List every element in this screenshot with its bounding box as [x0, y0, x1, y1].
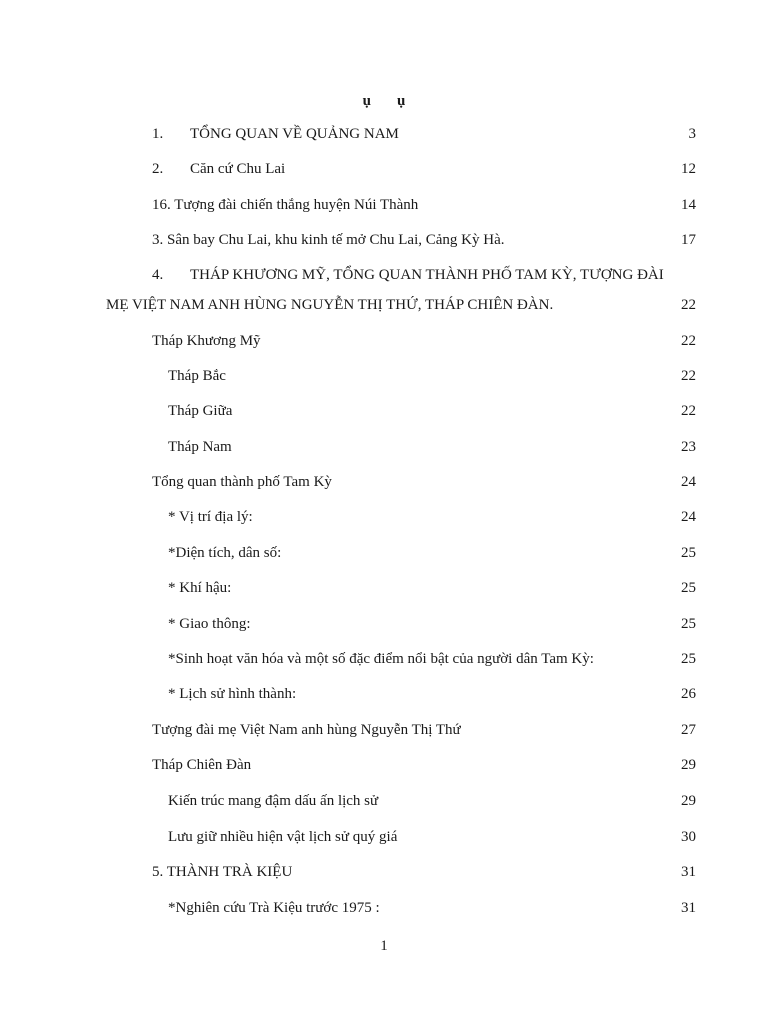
toc-entry-title: *Sinh hoạt văn hóa và một số đặc điểm nổi bật của người dân Tam Kỳ:: [168, 651, 594, 667]
toc-entry-page: 25: [681, 651, 696, 667]
toc-entry-title: 5. THÀNH TRÀ KIỆU: [152, 864, 293, 880]
toc-entry-title: Tổng quan thành phố Tam Kỳ: [152, 474, 332, 490]
toc-entry-page: 23: [681, 439, 696, 455]
toc-entry-page: 27: [681, 722, 696, 738]
toc-entry-page: 22: [681, 297, 696, 313]
toc-entry-title: 3. Sân bay Chu Lai, khu kinh tế mở Chu Lai, Cảng Kỳ Hà.: [152, 232, 505, 248]
toc-entry-title: Tháp Nam: [168, 439, 232, 455]
toc-entry-title: *Nghiên cứu Trà Kiệu trước 1975 :: [168, 900, 380, 916]
toc-entry-page: 17: [681, 232, 696, 248]
toc-entry-page: 31: [681, 864, 696, 880]
toc-entry-title: MẸ VIỆT NAM ANH HÙNG NGUYỄN THỊ THỨ, THÁP CHIÊN ĐÀN.: [106, 297, 554, 313]
toc-entry-page: 22: [681, 368, 696, 384]
toc-entry-number: 4.: [152, 267, 164, 283]
toc-subentry[interactable]: [0, 542, 768, 564]
toc-entry-continuation[interactable]: [0, 294, 768, 316]
toc-entry[interactable]: [0, 123, 768, 145]
page-number: 1: [380, 938, 388, 954]
toc-entry[interactable]: [0, 158, 768, 180]
toc-entry[interactable]: [0, 194, 768, 216]
toc-entry-title: * Vị trí địa lý:: [168, 509, 253, 525]
toc-entry[interactable]: [0, 719, 768, 741]
toc-heading: [0, 93, 768, 110]
toc-entry-title: Căn cứ Chu Lai: [190, 161, 286, 177]
toc-entry-title: Tượng đài mẹ Việt Nam anh hùng Nguyễn Thị Thứ: [152, 722, 461, 738]
toc-entry-page: 30: [681, 829, 696, 845]
toc-entry-title: Tháp Chiên Đàn: [152, 757, 252, 773]
toc-subentry[interactable]: [0, 506, 768, 528]
toc-entry-page: 24: [681, 474, 696, 490]
toc-entry-page: 22: [681, 333, 696, 349]
toc-entry[interactable]: [0, 754, 768, 776]
toc-entry-title: Tháp Giữa: [168, 403, 233, 419]
toc-entry-page: 12: [681, 161, 696, 177]
toc-heading-part: ụ: [362, 93, 371, 109]
toc-entry-page: 24: [681, 509, 696, 525]
toc-subentry[interactable]: [0, 648, 768, 670]
toc-entry-title: THÁP KHƯƠNG MỸ, TỔNG QUAN THÀNH PHỐ TAM KỲ, TƯỢNG ĐÀI: [190, 267, 664, 283]
toc-entry-page: 31: [681, 900, 696, 916]
toc-entry-title: Kiến trúc mang đậm dấu ấn lịch sử: [168, 793, 379, 809]
toc-entry[interactable]: [0, 861, 768, 883]
toc-entry-number: 2.: [152, 161, 164, 177]
toc-entry-page: 29: [681, 793, 696, 809]
toc-subentry[interactable]: [0, 826, 768, 848]
toc-subentry[interactable]: [0, 683, 768, 705]
toc-entry-title: * Lịch sử hình thành:: [168, 686, 297, 702]
toc-entry[interactable]: [0, 471, 768, 493]
toc-entry-page: 14: [681, 197, 696, 213]
toc-subentry[interactable]: [0, 577, 768, 599]
toc-subentry[interactable]: [0, 897, 768, 919]
toc-subentry[interactable]: [0, 365, 768, 387]
toc-entry-title: Lưu giữ nhiều hiện vật lịch sử quý giá: [168, 829, 398, 845]
toc-entry-page: 22: [681, 403, 696, 419]
toc-heading-part: ụ: [397, 93, 406, 109]
toc-entry[interactable]: [0, 330, 768, 352]
toc-entry-title: * Khí hậu:: [168, 580, 232, 596]
toc-entry-number: 1.: [152, 126, 164, 142]
toc-entry[interactable]: [0, 264, 768, 286]
toc-entry-title: Tháp Bắc: [168, 368, 226, 384]
toc-entry-page: 26: [681, 686, 696, 702]
toc-subentry[interactable]: [0, 613, 768, 635]
toc-subentry[interactable]: [0, 436, 768, 458]
toc-entry-page: 25: [681, 545, 696, 561]
toc-entry-page: 3: [688, 126, 696, 142]
toc-entry-title: *Diện tích, dân số:: [168, 545, 282, 561]
toc-entry-title: 16. Tượng đài chiến thắng huyện Núi Thành: [152, 197, 419, 213]
toc-entry-page: 25: [681, 580, 696, 596]
toc-entry-title: Tháp Khương Mỹ: [152, 333, 261, 349]
toc-entry-page: 25: [681, 616, 696, 632]
toc-entry-title: * Giao thông:: [168, 616, 251, 632]
toc-entry[interactable]: [0, 229, 768, 251]
toc-subentry[interactable]: [0, 790, 768, 812]
toc-entry-page: 29: [681, 757, 696, 773]
toc-subentry[interactable]: [0, 400, 768, 422]
toc-entry-title: TỔNG QUAN VỀ QUẢNG NAM: [190, 126, 399, 142]
